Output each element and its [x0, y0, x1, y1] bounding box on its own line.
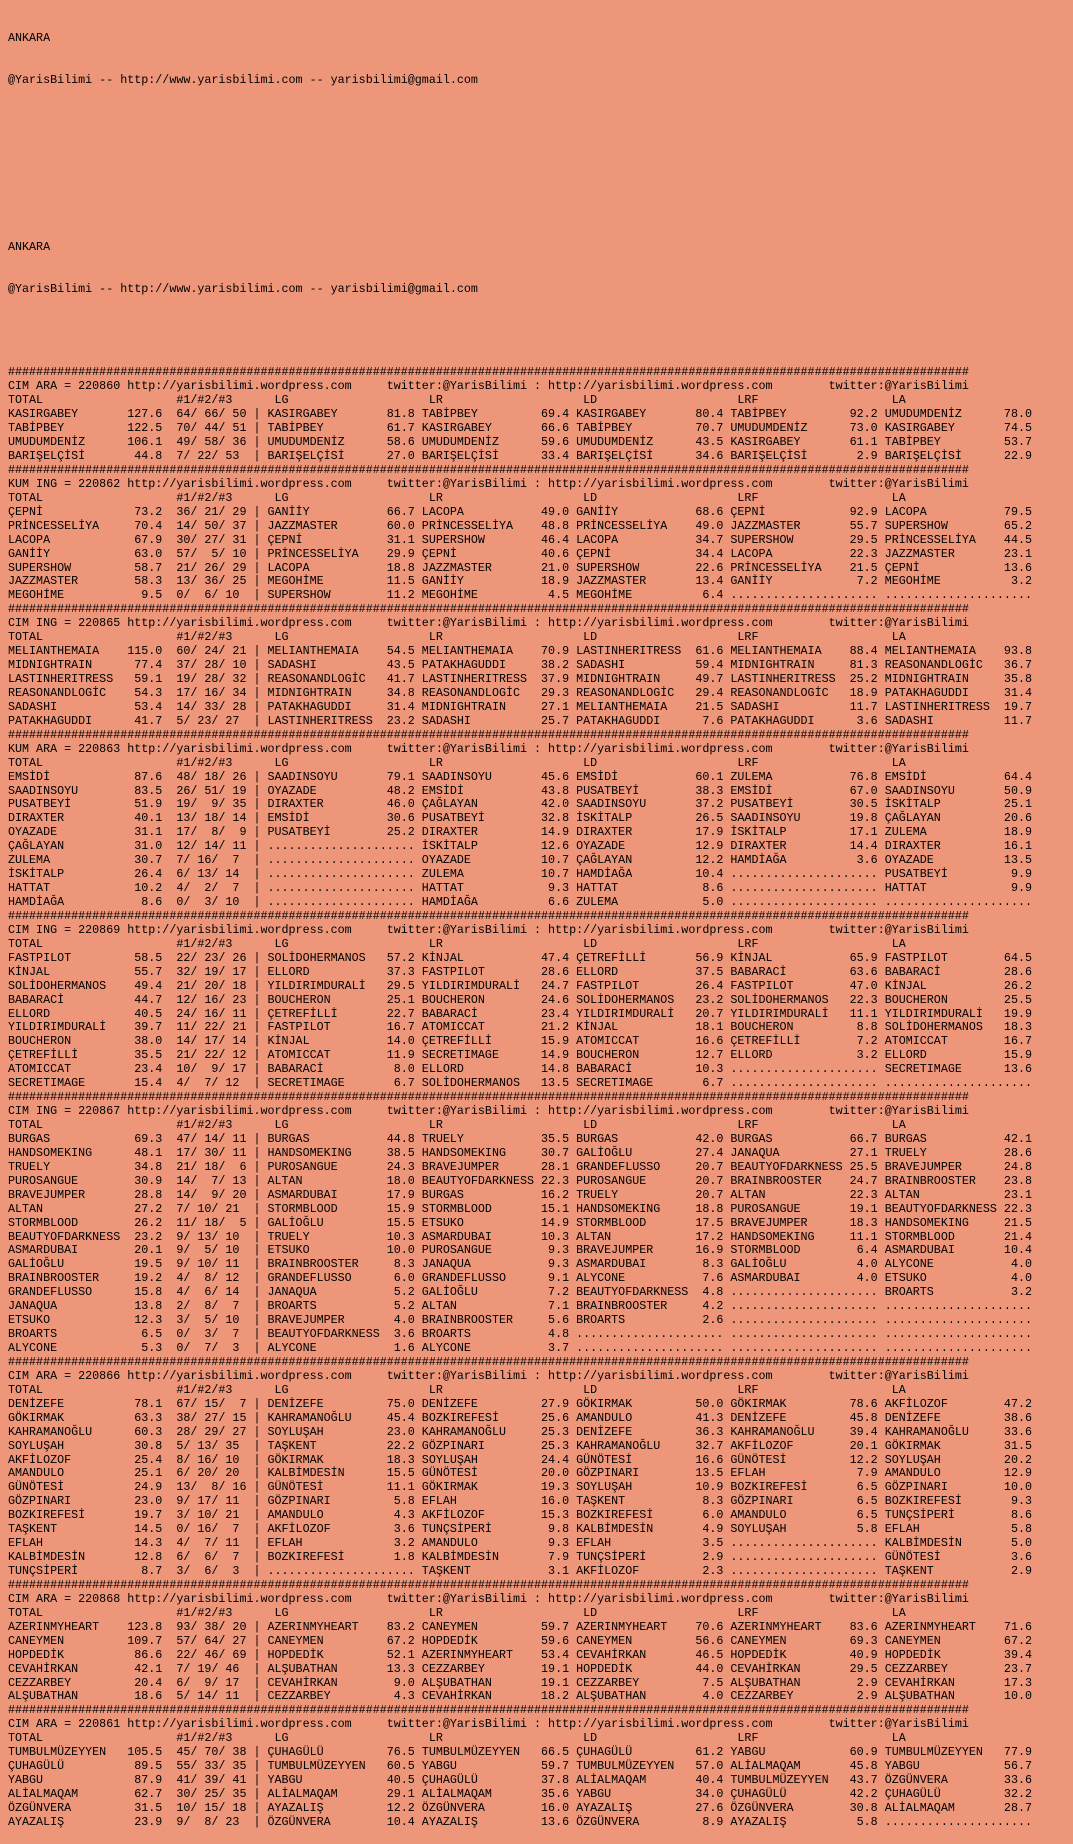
blank-line	[8, 116, 1070, 130]
contact-line: @YarisBilimi -- http://www.yarisbilimi.com -- yarisbilimi@gmail.com	[8, 281, 478, 296]
column-header-line: TOTAL #1/#2/#3 LG LR LD LRF LA	[8, 936, 906, 951]
result-row: YABGU 87.9 41/ 39/ 41 | YABGU 40.5 ÇUHAGÜLÜ 37.8 ALİALMAQAM 40.4 TUMBULMÜZEYYEN 43.7 ÖZGÜNVERA 33.6	[8, 1773, 1032, 1788]
result-row: PRİNCESSELİYA 70.4 14/ 50/ 37 | JAZZMASTER 60.0 PRİNCESSELİYA 48.8 PRİNCESSELİYA 49.0 JAZZMASTER 55.7 SUPERSHOW 65.2	[8, 518, 1032, 533]
result-row: TABİPBEY 122.5 70/ 44/ 51 | TABİPBEY 61.7 KASIRGABEY 66.6 TABİPBEY 70.7 UMUDUMDENİZ 73.0 KASIRGABEY 74.5	[8, 421, 1032, 436]
result-row: BOUCHERON 38.0 14/ 17/ 14 | KİNJAL 14.0 ÇETREFİLLİ 15.9 ATOMICCAT 16.6 ÇETREFİLLİ 7.2 ATOMICCAT 16.7	[8, 1034, 1032, 1049]
contact-line: @YarisBilimi -- http://www.yarisbilimi.com -- yarisbilimi@gmail.com	[8, 72, 478, 87]
race-title-line: KUM ARA = 220863 http://yarisbilimi.wordpress.com twitter:@YarisBilimi : http://yarisbilimi.wordpress.com twitter:@YarisBilimi	[8, 741, 969, 756]
result-row: GRANDEFLUSSO 15.8 4/ 6/ 14 | JANAQUA 5.2 GALİOĞLU 7.2 BEAUTYOFDARKNESS 4.8 ..................... BROARTS 3.2	[8, 1285, 1032, 1300]
result-row: İSKİTALP 26.4 6/ 13/ 14 | ..................... ZULEMA 10.7 HAMDİAĞA 10.4 ..................... PUSATBEYİ 9.9	[8, 867, 1032, 882]
column-header-line: TOTAL #1/#2/#3 LG LR LD LRF LA	[8, 490, 906, 505]
column-header-line: TOTAL #1/#2/#3 LG LR LD LRF LA	[8, 1382, 906, 1397]
result-row: GÖKIRMAK 63.3 38/ 27/ 15 | KAHRAMANOĞLU 45.4 BOZKIREFESİ 25.6 AMANDULO 41.3 DENİZEFE 45.8 DENİZEFE 38.6	[8, 1410, 1032, 1425]
race-list	[8, 366, 1070, 1829]
result-row: ALŞUBATHAN 18.6 5/ 14/ 11 | CEZZARBEY 4.3 CEVAHİRKAN 18.2 ALŞUBATHAN 4.0 CEZZARBEY 2.9 ALŞUBATHAN 10.0	[8, 1689, 1032, 1704]
result-row: PUSATBEYİ 51.9 19/ 9/ 35 | DIRAXTER 46.0 ÇAĞLAYAN 42.0 SAADINSOYU 37.2 PUSATBEYİ 30.5 İSKİTALP 25.1	[8, 797, 1032, 812]
column-header-line: TOTAL #1/#2/#3 LG LR LD LRF LA	[8, 1731, 906, 1746]
result-row: UMUDUMDENİZ 106.1 49/ 58/ 36 | UMUDUMDENİZ 58.6 UMUDUMDENİZ 59.6 UMUDUMDENİZ 43.5 KASIRGABEY 61.1 TABİPBEY 53.7	[8, 435, 1032, 450]
result-row: TAŞKENT 14.5 0/ 16/ 7 | AKFİLOZOF 3.6 TUNÇSİPERİ 9.8 KALBİMDESİN 4.9 SOYLUŞAH 5.8 EFLAH 5.8	[8, 1522, 1032, 1537]
result-row: CANEYMEN 109.7 57/ 64/ 27 | CANEYMEN 67.2 HOPDEDİK 59.6 CANEYMEN 56.6 CANEYMEN 69.3 CANEYMEN 67.2	[8, 1633, 1032, 1648]
result-row: ATOMICCAT 23.4 10/ 9/ 17 | BABARACİ 8.0 ELLORD 14.8 BABARACİ 10.3 ..................... SECRETIMAGE 13.6	[8, 1062, 1032, 1077]
result-row: ZULEMA 30.7 7/ 16/ 7 | ..................... OYAZADE 10.7 ÇAĞLAYAN 12.2 HAMDİAĞA 3.6 OYAZADE 13.5	[8, 853, 1032, 868]
blank-line	[8, 157, 1070, 171]
race-title-line: CIM ARA = 220860 http://yarisbilimi.wordpress.com twitter:@YarisBilimi : http://yarisbilimi.wordpress.com twitter:@YarisBilimi	[8, 379, 969, 394]
result-row: ALİALMAQAM 62.7 30/ 25/ 35 | ALİALMAQAM 29.1 ALİALMAQAM 35.6 YABGU 34.0 ÇUHAGÜLÜ 42.2 ÇUHAGÜLÜ 32.2	[8, 1787, 1032, 1801]
result-row: TRUELY 34.8 21/ 18/ 6 | PUROSANGUE 24.3 BRAVEJUMPER 28.1 GRANDEFLUSSO 20.7 BEAUTYOFDARKNESS 25.5 BRAVEJUMPER 24.8	[8, 1159, 1032, 1174]
result-row: GÜNÖTESİ 24.9 13/ 8/ 16 | GÜNÖTESİ 11.1 GÖKIRMAK 19.3 SOYLUŞAH 10.9 BOZKIREFESİ 6.5 GÖZPINARI 10.0	[8, 1480, 1032, 1495]
result-row: JAZZMASTER 58.3 13/ 36/ 25 | MEGOHİME 11.5 GANİİY 18.9 JAZZMASTER 13.4 GANİİY 7.2 MEGOHİME 3.2	[8, 574, 1032, 589]
result-row: BABARACİ 44.7 12/ 16/ 23 | BOUCHERON 25.1 BOUCHERON 24.6 SOLİDOHERMANOS 23.2 SOLİDOHERMANOS 22.3 BOUCHERON 25.5	[8, 992, 1032, 1007]
separator-line: #########################################################################################################################################	[8, 365, 969, 380]
result-row: JANAQUA 13.8 2/ 8/ 7 | BROARTS 5.2 ALTAN 7.1 BRAINBROOSTER 4.2 ..................... .....................	[8, 1299, 1032, 1314]
race-title-line: KUM ING = 220862 http://yarisbilimi.wordpress.com twitter:@YarisBilimi : http://yarisbilimi.wordpress.com twitter:@YarisBilimi	[8, 476, 969, 491]
result-row: LASTINHERITRESS 59.1 19/ 28/ 32 | REASONANDLOGİC 41.7 LASTINHERITRESS 37.9 MIDNIGHTRAIN 49.7 LASTINHERITRESS 25.2 MIDNIGHTRAIN 35.8	[8, 672, 1032, 686]
separator-line: #########################################################################################################################################	[8, 1577, 969, 1592]
result-row: KİNJAL 55.7 32/ 19/ 17 | ELLORD 37.3 FASTPILOT 28.6 ELLORD 37.5 BABARACİ 63.6 BABARACİ 28.6	[8, 964, 1032, 979]
result-row: AZERINMYHEART 123.8 93/ 38/ 20 | AZERINMYHEART 83.2 CANEYMEN 59.7 AZERINMYHEART 70.6 AZERINMYHEART 83.6 AZERINMYHEART 71.6	[8, 1619, 1032, 1634]
separator-line: #########################################################################################################################################	[8, 1703, 969, 1718]
column-header-line: TOTAL #1/#2/#3 LG LR LD LRF LA	[8, 1118, 906, 1132]
result-row: SADASHI 53.4 14/ 33/ 28 | PATAKHAGUDDI 31.4 MIDNIGHTRAIN 27.1 MELIANTHEMAIA 21.5 SADASHI 11.7 LASTINHERITRESS 19.7	[8, 699, 1032, 714]
result-row: CEVAHİRKAN 42.1 7/ 19/ 46 | ALŞUBATHAN 13.3 CEZZARBEY 19.1 HOPDEDİK 44.0 CEVAHİRKAN 29.5 CEZZARBEY 23.7	[8, 1661, 1032, 1676]
column-header-line: TOTAL #1/#2/#3 LG LR LD LRF LA	[8, 393, 906, 408]
race-title-line: CIM ARA = 220861 http://yarisbilimi.wordpress.com twitter:@YarisBilimi : http://yarisbilimi.wordpress.com twitter:@YarisBilimi	[8, 1717, 969, 1732]
result-row: BURGAS 69.3 47/ 14/ 11 | BURGAS 44.8 TRUELY 35.5 BURGAS 42.0 BURGAS 66.7 BURGAS 42.1	[8, 1131, 1032, 1146]
result-row: SOLİDOHERMANOS 49.4 21/ 20/ 18 | YILDIRIMDURALİ 29.5 YILDIRIMDURALİ 24.7 FASTPILOT 26.4 FASTPILOT 47.0 KİNJAL 26.2	[8, 978, 1032, 993]
race-title-line: CIM ING = 220865 http://yarisbilimi.wordpress.com twitter:@YarisBilimi : http://yarisbilimi.wordpress.com twitter:@YarisBilimi	[8, 616, 969, 631]
blank-line	[8, 199, 1070, 213]
separator-line: #########################################################################################################################################	[8, 727, 969, 742]
result-row: LACOPA 67.9 30/ 27/ 31 | ÇEPNİ 31.1 SUPERSHOW 46.4 LACOPA 34.7 SUPERSHOW 29.5 PRİNCESSELİYA 44.5	[8, 532, 1032, 547]
result-row: ALYCONE 5.3 0/ 7/ 3 | ALYCONE 1.6 ALYCONE 3.7 ..................... ..................... .....................	[8, 1341, 1032, 1355]
result-row: ALTAN 27.2 7/ 10/ 21 | STORMBLOOD 15.9 STORMBLOOD 15.1 HANDSOMEKING 18.8 PUROSANGUE 19.1 BEAUTYOFDARKNESS 22.3	[8, 1201, 1032, 1216]
result-row: CEZZARBEY 20.4 6/ 9/ 17 | CEVAHİRKAN 9.0 ALŞUBATHAN 19.1 CEZZARBEY 7.5 ALŞUBATHAN 2.9 CEVAHİRKAN 17.3	[8, 1675, 1032, 1690]
result-row: PATAKHAGUDDI 41.7 5/ 23/ 27 | LASTINHERITRESS 23.2 SADASHI 25.7 PATAKHAGUDDI 7.6 PATAKHAGUDDI 3.6 SADASHI 11.7	[8, 713, 1032, 728]
result-row: BROARTS 6.5 0/ 3/ 7 | BEAUTYOFDARKNESS 3.6 BROARTS 4.8 ..................... ..................... .....................	[8, 1327, 1032, 1342]
result-row: MIDNIGHTRAIN 77.4 37/ 28/ 10 | SADASHI 43.5 PATAKHAGUDDI 38.2 SADASHI 59.4 MIDNIGHTRAIN 81.3 REASONANDLOGİC 36.7	[8, 658, 1032, 673]
column-header-line: TOTAL #1/#2/#3 LG LR LD LRF LA	[8, 630, 906, 645]
result-row: GALİOĞLU 19.5 9/ 10/ 11 | BRAINBROOSTER 8.3 JANAQUA 9.3 ASMARDUBAI 8.3 GALİOĞLU 4.0 ALYCONE 4.0	[8, 1257, 1032, 1272]
race-title-line: CIM ARA = 220868 http://yarisbilimi.wordpress.com twitter:@YarisBilimi : http://yarisbilimi.wordpress.com twitter:@YarisBilimi	[8, 1591, 969, 1606]
result-row: SOYLUŞAH 30.8 5/ 13/ 35 | TAŞKENT 22.2 GÖZPINARI 25.3 KAHRAMANOĞLU 32.7 AKFİLOZOF 20.1 GÖKIRMAK 31.5	[8, 1438, 1032, 1453]
result-row: KAHRAMANOĞLU 60.3 28/ 29/ 27 | SOYLUŞAH 23.0 KAHRAMANOĞLU 25.3 DENİZEFE 36.3 KAHRAMANOĞLU 39.4 KAHRAMANOĞLU 33.6	[8, 1424, 1032, 1439]
result-row: KASIRGABEY 127.6 64/ 66/ 50 | KASIRGABEY 81.8 TABİPBEY 69.4 KASIRGABEY 80.4 TABİPBEY 92.2 UMUDUMDENİZ 78.0	[8, 407, 1032, 422]
blank-line	[8, 325, 1070, 339]
result-row: ASMARDUBAI 20.1 9/ 5/ 10 | ETSUKO 10.0 PUROSANGUE 9.3 BRAVEJUMPER 16.9 STORMBLOOD 6.4 ASMARDUBAI 10.4	[8, 1243, 1032, 1258]
city-title: ANKARA	[8, 239, 51, 254]
column-header-line: TOTAL #1/#2/#3 LG LR LD LRF LA	[8, 755, 906, 770]
result-row: AYAZALIŞ 23.9 9/ 8/ 23 | ÖZGÜNVERA 10.4 AYAZALIŞ 13.6 ÖZGÜNVERA 8.9 AYAZALIŞ 5.8 .....................	[8, 1814, 1032, 1829]
result-row: HAMDİAĞA 8.6 0/ 3/ 10 | ..................... HAMDİAĞA 6.6 ZULEMA 5.0 ..................... .....................	[8, 895, 1032, 909]
result-row: AMANDULO 25.1 6/ 20/ 20 | KALBİMDESİN 15.5 GÜNÖTESİ 20.0 GÖZPINARI 13.5 EFLAH 7.9 AMANDULO 12.9	[8, 1466, 1032, 1481]
result-row: PUROSANGUE 30.9 14/ 7/ 13 | ALTAN 18.0 BEAUTYOFDARKNESS 22.3 PUROSANGUE 20.7 BRAINBROOSTER 24.7 BRAINBROOSTER 23.8	[8, 1173, 1032, 1188]
column-header-line: TOTAL #1/#2/#3 LG LR LD LRF LA	[8, 1605, 906, 1620]
result-row: DENİZEFE 78.1 67/ 15/ 7 | DENİZEFE 75.0 DENİZEFE 27.9 GÖKIRMAK 50.0 GÖKIRMAK 78.6 AKFİLOZOF 47.2	[8, 1396, 1032, 1411]
result-row: BRAINBROOSTER 19.2 4/ 8/ 12 | GRANDEFLUSSO 6.0 GRANDEFLUSSO 9.1 ALYCONE 7.6 ASMARDUBAI 4.0 ETSUKO 4.0	[8, 1271, 1032, 1286]
result-row: HANDSOMEKING 48.1 17/ 30/ 11 | HANDSOMEKING 38.5 HANDSOMEKING 30.7 GALİOĞLU 27.4 JANAQUA 27.1 TRUELY 28.6	[8, 1145, 1032, 1160]
result-row: STORMBLOOD 26.2 11/ 18/ 5 | GALİOĞLU 15.5 ETSUKO 14.9 STORMBLOOD 17.5 BRAVEJUMPER 18.3 HANDSOMEKING 21.5	[8, 1215, 1032, 1230]
result-row: ÖZGÜNVERA 31.5 10/ 15/ 18 | AYAZALIŞ 12.2 ÖZGÜNVERA 16.0 AYAZALIŞ 27.6 ÖZGÜNVERA 30.8 ALİALMAQAM 28.7	[8, 1800, 1032, 1815]
result-row: ÇAĞLAYAN 31.0 12/ 14/ 11 | ..................... İSKİTALP 12.6 OYAZADE 12.9 DIRAXTER 14.4 DIRAXTER 16.1	[8, 839, 1032, 854]
result-row: EFLAH 14.3 4/ 7/ 11 | EFLAH 3.2 AMANDULO 9.3 EFLAH 3.5 ..................... KALBİMDESİN 5.0	[8, 1536, 1032, 1551]
result-row: REASONANDLOGİC 54.3 17/ 16/ 34 | MIDNIGHTRAIN 34.8 REASONANDLOGİC 29.3 REASONANDLOGİC 29.4 REASONANDLOGİC 18.9 PATAKHAGUDDI 31.4	[8, 685, 1032, 700]
result-row: DIRAXTER 40.1 13/ 18/ 14 | EMSİDİ 30.6 PUSATBEYİ 32.8 İSKİTALP 26.5 SAADINSOYU 19.8 ÇAĞLAYAN 20.6	[8, 811, 1032, 826]
result-row: AKFİLOZOF 25.4 8/ 16/ 10 | GÖKIRMAK 18.3 SOYLUŞAH 24.4 GÜNÖTESİ 16.6 GÜNÖTESİ 12.2 SOYLUŞAH 20.2	[8, 1452, 1032, 1467]
race-title-line: CIM ING = 220869 http://yarisbilimi.wordpress.com twitter:@YarisBilimi : http://yarisbilimi.wordpress.com twitter:@YarisBilimi	[8, 922, 969, 937]
result-row: FASTPILOT 58.5 22/ 23/ 26 | SOLİDOHERMANOS 57.2 KİNJAL 47.4 ÇETREFİLLİ 56.9 KİNJAL 65.9 FASTPILOT 64.5	[8, 950, 1032, 965]
result-row: KALBİMDESİN 12.8 6/ 6/ 7 | BOZKIREFESİ 1.8 KALBİMDESİN 7.9 TUNÇSİPERİ 2.9 ..................... GÜNÖTESİ 3.6	[8, 1550, 1032, 1565]
separator-line: #########################################################################################################################################	[8, 1354, 969, 1369]
separator-line: #########################################################################################################################################	[8, 908, 969, 923]
result-row: BRAVEJUMPER 28.8 14/ 9/ 20 | ASMARDUBAI 17.9 BURGAS 16.2 TRUELY 20.7 ALTAN 22.3 ALTAN 23.1	[8, 1187, 1032, 1202]
race-title-line: CIM ING = 220867 http://yarisbilimi.wordpress.com twitter:@YarisBilimi : http://yarisbilimi.wordpress.com twitter:@YarisBilimi	[8, 1104, 969, 1119]
results-document	[8, 4, 1070, 1844]
result-row: YILDIRIMDURALİ 39.7 11/ 22/ 21 | FASTPILOT 16.7 ATOMICCAT 21.2 KİNJAL 18.1 BOUCHERON 8.8 SOLİDOHERMANOS 18.3	[8, 1020, 1032, 1035]
result-row: ÇUHAGÜLÜ 89.5 55/ 33/ 35 | TUMBULMÜZEYYEN 60.5 YABGU 59.7 TUMBULMÜZEYYEN 57.0 ALİALMAQAM 45.8 YABGU 56.7	[8, 1759, 1032, 1774]
result-row: SUPERSHOW 58.7 21/ 26/ 29 | LACOPA 18.8 JAZZMASTER 21.0 SUPERSHOW 22.6 PRİNCESSELİYA 21.5 ÇEPNİ 13.6	[8, 560, 1032, 575]
result-row: TUNÇSİPERİ 8.7 3/ 6/ 3 | ..................... TAŞKENT 3.1 AKFİLOZOF 2.3 ..................... TAŞKENT 2.9	[8, 1564, 1032, 1578]
result-row: OYAZADE 31.1 17/ 8/ 9 | PUSATBEYİ 25.2 DIRAXTER 14.9 DIRAXTER 17.9 İSKİTALP 17.1 ZULEMA 18.9	[8, 825, 1032, 840]
result-row: GANİİY 63.0 57/ 5/ 10 | PRİNCESSELİYA 29.9 ÇEPNİ 40.6 ÇEPNİ 34.4 LACOPA 22.3 JAZZMASTER 23.1	[8, 546, 1032, 561]
result-row: BARIŞELÇİSİ 44.8 7/ 22/ 53 | BARIŞELÇİSİ 27.0 BARIŞELÇİSİ 33.4 BARIŞELÇİSİ 34.6 BARIŞELÇİSİ 2.9 BARIŞELÇİSİ 22.9	[8, 449, 1032, 463]
result-row: EMSİDİ 87.6 48/ 18/ 26 | SAADINSOYU 79.1 SAADINSOYU 45.6 EMSİDİ 60.1 ZULEMA 76.8 EMSİDİ 64.4	[8, 769, 1032, 784]
separator-line: #########################################################################################################################################	[8, 602, 969, 617]
result-row: HATTAT 10.2 4/ 2/ 7 | ..................... HATTAT 9.3 HATTAT 8.6 ..................... HATTAT 9.9	[8, 881, 1032, 896]
result-row: SAADINSOYU 83.5 26/ 51/ 19 | OYAZADE 48.2 EMSİDİ 43.8 PUSATBEYİ 38.3 EMSİDİ 67.0 SAADINSOYU 50.9	[8, 783, 1032, 798]
result-row: ELLORD 40.5 24/ 16/ 11 | ÇETREFİLLİ 22.7 BABARACİ 23.4 YILDIRIMDURALİ 20.7 YILDIRIMDURALİ 11.1 YILDIRIMDURALİ 19.9	[8, 1006, 1032, 1021]
result-row: MELIANTHEMAIA 115.0 60/ 24/ 21 | MELIANTHEMAIA 54.5 MELIANTHEMAIA 70.9 LASTINHERITRESS 61.6 MELIANTHEMAIA 88.4 MELIANTHEMAIA 93.8	[8, 644, 1032, 659]
result-row: ETSUKO 12.3 3/ 5/ 10 | BRAVEJUMPER 4.0 BRAINBROOSTER 5.6 BROARTS 2.6 ..................... .....................	[8, 1313, 1032, 1328]
result-row: GÖZPINARI 23.0 9/ 17/ 11 | GÖZPINARI 5.8 EFLAH 16.0 TAŞKENT 8.3 GÖZPINARI 6.5 BOZKIREFESİ 9.3	[8, 1494, 1032, 1509]
result-row: BOZKIREFESİ 19.7 3/ 10/ 21 | AMANDULO 4.3 AKFİLOZOF 15.3 BOZKIREFESİ 6.0 AMANDULO 6.5 TUNÇSİPERİ 8.6	[8, 1508, 1032, 1523]
result-row: BEAUTYOFDARKNESS 23.2 9/ 13/ 10 | TRUELY 10.3 ASMARDUBAI 10.3 ALTAN 17.2 HANDSOMEKING 11.1 STORMBLOOD 21.4	[8, 1229, 1032, 1244]
race-title-line: CIM ARA = 220866 http://yarisbilimi.wordpress.com twitter:@YarisBilimi : http://yarisbilimi.wordpress.com twitter:@YarisBilimi	[8, 1368, 969, 1383]
result-row: SECRETIMAGE 15.4 4/ 7/ 12 | SECRETIMAGE 6.7 SOLİDOHERMANOS 13.5 SECRETIMAGE 6.7 ..................... .....................	[8, 1076, 1032, 1091]
separator-line: #########################################################################################################################################	[8, 462, 969, 477]
result-row: TUMBULMÜZEYYEN 105.5 45/ 70/ 38 | ÇUHAGÜLÜ 76.5 TUMBULMÜZEYYEN 66.5 ÇUHAGÜLÜ 61.2 YABGU 60.9 TUMBULMÜZEYYEN 77.9	[8, 1745, 1032, 1760]
result-row: ÇEPNİ 73.2 36/ 21/ 29 | GANİİY 66.7 LACOPA 49.0 GANİİY 68.6 ÇEPNİ 92.9 LACOPA 79.5	[8, 504, 1032, 519]
result-row: HOPDEDİK 86.6 22/ 46/ 69 | HOPDEDİK 52.1 AZERINMYHEART 53.4 CEVAHİRKAN 46.5 HOPDEDİK 40.9 HOPDEDİK 39.4	[8, 1647, 1032, 1662]
result-row: ÇETREFİLLİ 35.5 21/ 22/ 12 | ATOMICCAT 11.9 SECRETIMAGE 14.9 BOUCHERON 12.7 ELLORD 3.2 ELLORD 15.9	[8, 1048, 1032, 1063]
result-row: MEGOHİME 9.5 0/ 6/ 10 | SUPERSHOW 11.2 MEGOHİME 4.5 MEGOHİME 6.4 ..................... .....................	[8, 588, 1032, 603]
separator-line: #########################################################################################################################################	[8, 1090, 969, 1105]
city-title: ANKARA	[8, 30, 51, 45]
